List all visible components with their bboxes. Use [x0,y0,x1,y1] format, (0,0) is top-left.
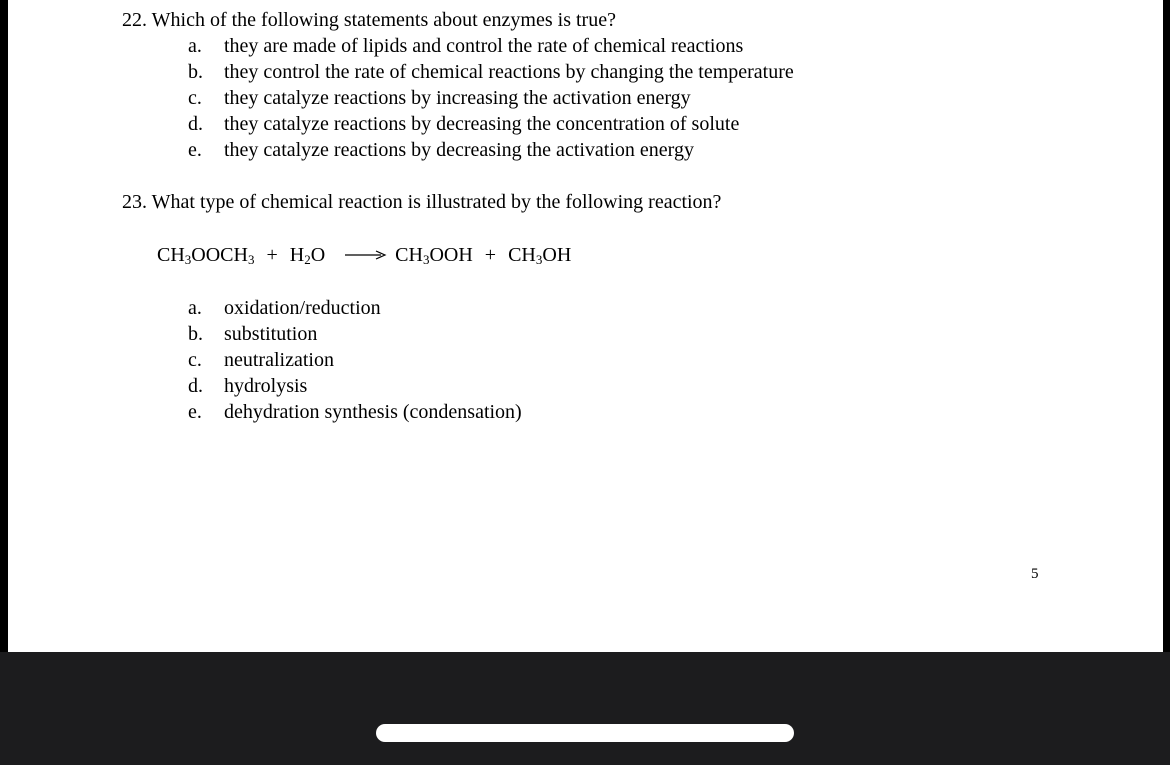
option-text: they catalyze reactions by decreasing the activation energy [224,139,694,161]
option-letter: e. [188,401,202,423]
option-text: neutralization [224,349,334,371]
option-22-d [188,111,794,137]
question-23-options [188,295,522,425]
product-2: $CH_3OH$ [508,244,572,267]
option-letter: c. [188,349,202,371]
option-letter: d. [188,375,203,397]
reactant-2: $H_2O$ [289,244,326,267]
document-page [8,0,1163,652]
option-letter: a. [188,35,202,57]
option-23-b [188,321,522,347]
option-letter: e. [188,139,202,161]
question-22-options [188,33,794,163]
option-text: dehydration synthesis (condensation) [224,401,522,423]
option-text: oxidation/reduction [224,297,381,319]
option-23-e [188,399,522,425]
option-22-c [188,85,794,111]
product-1: $CH_3OOH$ [395,244,473,267]
option-22-e [188,137,794,163]
option-letter: b. [188,61,203,83]
plus-sign: + [266,244,278,266]
option-text: they control the rate of chemical reactions by changing the temperature [224,61,794,83]
home-indicator[interactable] [376,724,794,742]
option-letter: c. [188,87,202,109]
option-text: substitution [224,323,318,345]
page-number: 5 [1031,566,1039,582]
question-22-stem: 22. Which of the following statements about enzymes is true? [122,9,616,31]
bottom-toolbar [0,652,1170,765]
option-letter: b. [188,323,203,345]
question-23-stem: 23. What type of chemical reaction is illustrated by the following reaction? [122,191,722,213]
option-text: they catalyze reactions by decreasing the concentration of solute [224,113,740,135]
option-text: hydrolysis [224,375,308,397]
option-23-c [188,347,522,373]
option-letter: a. [188,297,202,319]
option-22-b [188,59,794,85]
option-text: they are made of lipids and control the rate of chemical reactions [224,35,744,57]
option-23-a [188,295,522,321]
plus-sign: + [484,244,497,266]
option-letter: d. [188,113,203,135]
option-22-a [188,33,794,59]
chemical-equation [157,242,571,268]
reaction-arrow-icon [345,249,387,261]
reactant-1: $CH_3OOCH_3$ [157,244,255,267]
option-text: they catalyze reactions by increasing the activation energy [224,87,691,109]
option-23-d [188,373,522,399]
